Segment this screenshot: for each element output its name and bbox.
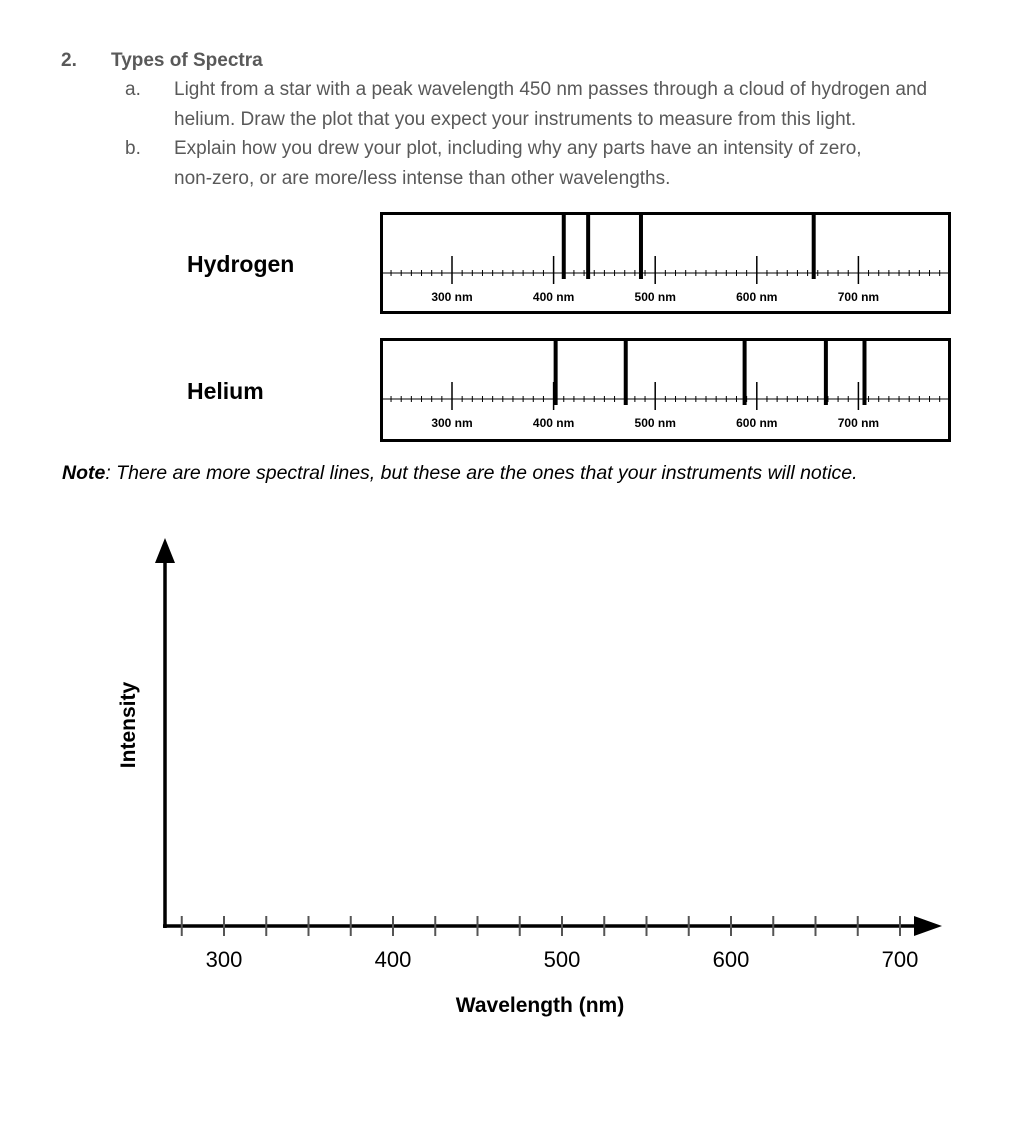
- hydrogen-tick-label: 700 nm: [837, 290, 880, 304]
- hydrogen-label: Hydrogen: [187, 251, 295, 277]
- helium-label: Helium: [187, 378, 264, 404]
- y-axis-arrow: [155, 538, 175, 563]
- item-b-line-2: non-zero, or are more/less intense than other wavelengths.: [174, 168, 671, 189]
- helium-spectrum: [380, 338, 951, 442]
- question-title: Types of Spectra: [111, 50, 263, 71]
- answer-graph: [0, 520, 1000, 1030]
- x-tick-label: 400: [374, 947, 412, 972]
- helium-tick-label: 400 nm: [532, 416, 575, 430]
- note: [62, 462, 858, 485]
- hydrogen-tick-label: 600 nm: [736, 290, 778, 304]
- question-number: 2.: [61, 50, 77, 71]
- x-tick-label: 700: [881, 947, 919, 972]
- x-axis-arrow: [914, 916, 942, 936]
- x-tick-label: 300: [205, 947, 243, 972]
- item-a-marker: a.: [125, 79, 141, 100]
- x-axis-label: Wavelength (nm): [455, 994, 625, 1017]
- helium-tick-label: 700 nm: [837, 416, 880, 430]
- hydrogen-spectrum: [380, 212, 951, 314]
- helium-tick-label: 600 nm: [736, 416, 778, 430]
- hydrogen-tick-label: 400 nm: [532, 290, 575, 304]
- x-tick-label: 600: [712, 947, 750, 972]
- note-label: Note: [62, 462, 106, 484]
- helium-tick-label: 500 nm: [634, 416, 676, 430]
- graph-axes: [155, 538, 942, 936]
- hydrogen-tick-label: 300 nm: [431, 290, 473, 304]
- item-b-line-1: Explain how you drew your plot, including why any parts have an intensity of zero,: [174, 138, 862, 159]
- helium-tick-label: 300 nm: [431, 416, 473, 430]
- item-a-line-2: helium. Draw the plot that you expect your instruments to measure from this light.: [174, 109, 857, 130]
- item-b-marker: b.: [125, 138, 141, 159]
- y-axis-label: Intensity: [117, 681, 140, 769]
- note-text: : There are more spectral lines, but these are the ones that your instruments will notice.: [105, 462, 858, 484]
- hydrogen-tick-label: 500 nm: [634, 290, 676, 304]
- x-tick-label: 500: [543, 947, 581, 972]
- item-a-line-1: Light from a star with a peak wavelength 450 nm passes through a cloud of hydrogen and: [174, 79, 928, 100]
